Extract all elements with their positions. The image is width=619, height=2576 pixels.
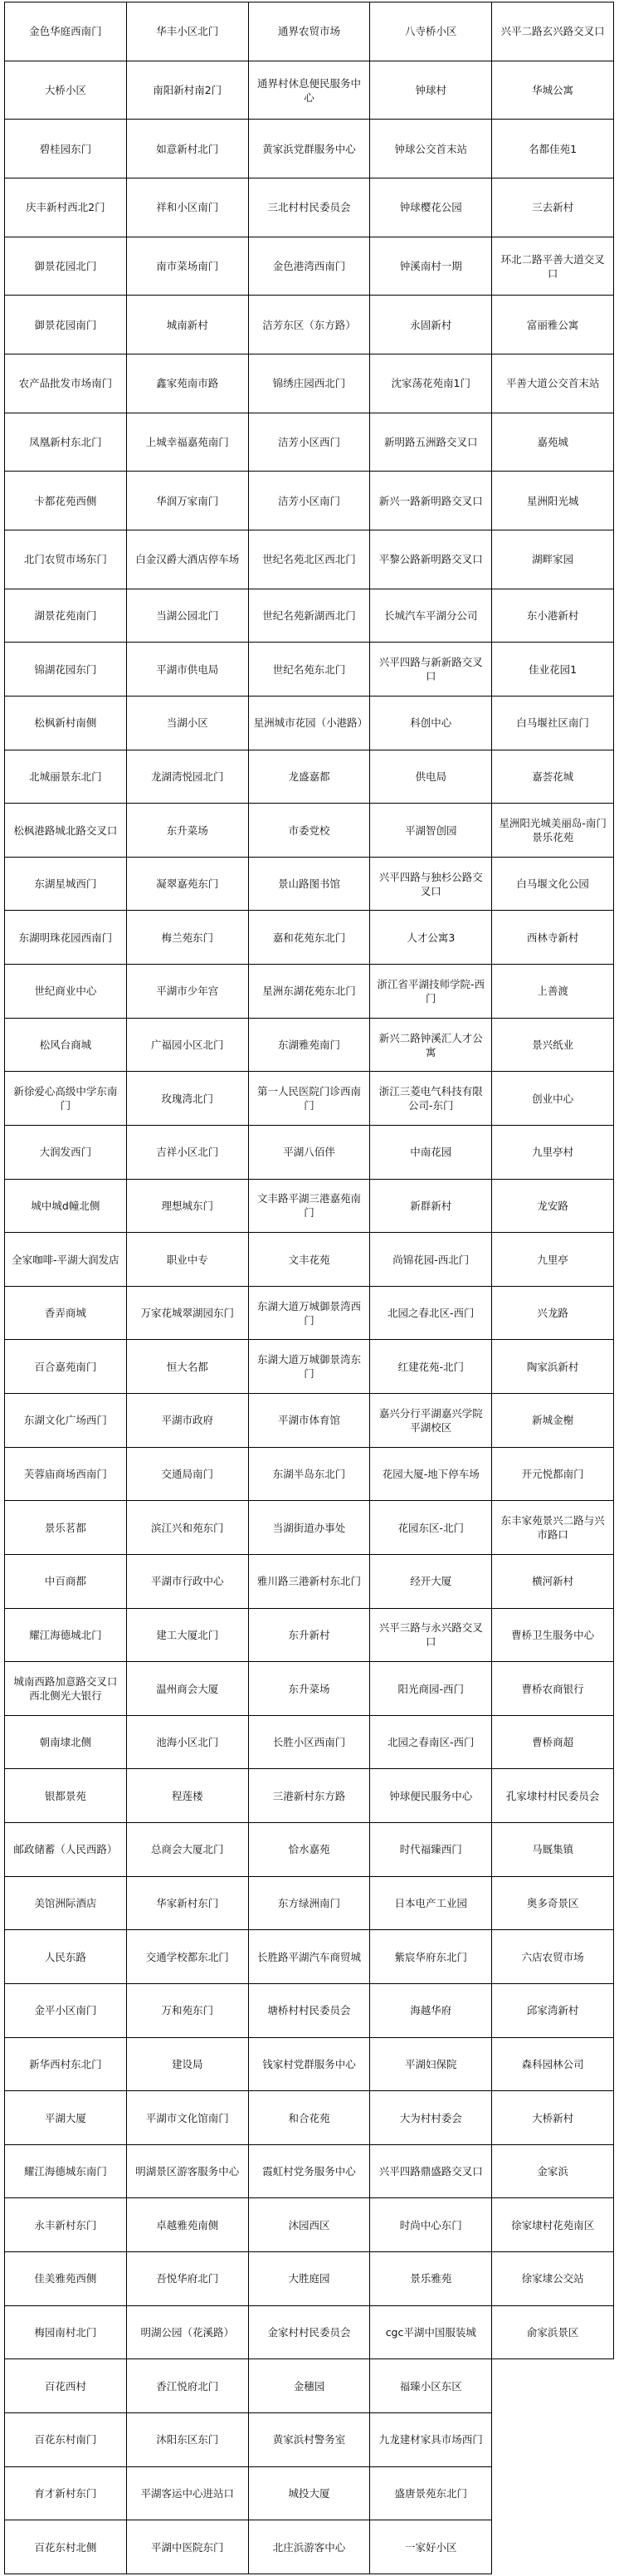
table-cell: 交通局南门 xyxy=(126,1447,248,1501)
table-cell: 佳美雅苑西侧 xyxy=(5,2252,127,2306)
table-cell: 职业中专 xyxy=(126,1233,248,1287)
table-cell: 金家村村民委员会 xyxy=(248,2305,370,2359)
table-cell: 星洲东湖花苑东北门 xyxy=(248,965,370,1019)
table-row xyxy=(5,1233,614,1287)
table-cell: 朝南埭北侧 xyxy=(5,1715,127,1769)
table-row xyxy=(5,472,614,530)
table-row xyxy=(5,2,614,61)
table-row xyxy=(5,2520,614,2574)
table-cell: 松风台商城 xyxy=(5,1018,127,1072)
table-cell: 浙江省平湖技师学院-西门 xyxy=(370,965,492,1019)
table-row xyxy=(5,1823,614,1877)
table-cell: 松枫港路城北路交叉口 xyxy=(5,804,127,858)
table-row xyxy=(5,911,614,965)
table-cell: 金穗园 xyxy=(248,2359,370,2413)
table-row xyxy=(5,696,614,750)
table-cell: 曹桥卫生服务中心 xyxy=(492,1608,614,1662)
table-cell: 城中城d幢北侧 xyxy=(5,1179,127,1233)
table-row xyxy=(5,1072,614,1126)
table-cell: 锦湖花园东门 xyxy=(5,643,127,697)
table-cell: 新徐爱心高级中学东南门 xyxy=(5,1072,127,1126)
table-cell: 卡都花苑西侧 xyxy=(5,472,127,530)
table-cell: 嘉荟花城 xyxy=(492,750,614,804)
table-cell: 东丰家苑景兴二路与兴市路口 xyxy=(492,1501,614,1555)
table-cell: 新明路五洲路交叉口 xyxy=(370,413,492,472)
table-cell: 耀江海德城东南门 xyxy=(5,2144,127,2198)
table-cell: 环北二路平善大道交叉口 xyxy=(492,237,614,296)
table-cell: 嘉和花苑东北门 xyxy=(248,911,370,965)
table-row xyxy=(5,530,614,589)
table-cell: 全家咖啡-平湖大润发店 xyxy=(5,1233,127,1287)
table-cell: 洁芳东区（东方路） xyxy=(248,296,370,354)
table-cell: 陶家浜新村 xyxy=(492,1340,614,1394)
table-cell xyxy=(492,2359,614,2413)
table-row xyxy=(5,2037,614,2091)
table-cell: 东湖大道万城御景湾西门 xyxy=(248,1286,370,1340)
table-row xyxy=(5,643,614,697)
table-row xyxy=(5,804,614,858)
table-cell: 凝翠嘉苑东门 xyxy=(126,857,248,911)
table-cell: 北庄浜游客中心 xyxy=(248,2520,370,2574)
table-cell: 碧桂园东门 xyxy=(5,120,127,178)
table-cell xyxy=(492,2520,614,2574)
table-cell: 金色华庭西南门 xyxy=(5,2,127,61)
table-row xyxy=(5,1179,614,1233)
table-cell: 中百商都 xyxy=(5,1554,127,1608)
table-cell: 兴平四路与独杉公路交叉口 xyxy=(370,857,492,911)
table-cell: 香弄商城 xyxy=(5,1286,127,1340)
table-cell: 九里亭村 xyxy=(492,1125,614,1179)
table-cell: 龙安路 xyxy=(492,1179,614,1233)
table-cell: 华丰小区北门 xyxy=(126,2,248,61)
table-cell: 龙湖湾悦园北门 xyxy=(126,750,248,804)
table-cell: 当湖公园北门 xyxy=(126,589,248,643)
table-cell: 平湖智创园 xyxy=(370,804,492,858)
table-cell: 钟球公交首末站 xyxy=(370,120,492,178)
table-cell: 塘桥村村民委员会 xyxy=(248,1983,370,2037)
table-cell: 建设局 xyxy=(126,2037,248,2091)
table-cell: 东湖明珠花园西南门 xyxy=(5,911,127,965)
table-cell: 洁芳小区西门 xyxy=(248,413,370,472)
table-cell: 红建花苑-北门 xyxy=(370,1340,492,1394)
table-row xyxy=(5,2305,614,2359)
table-row xyxy=(5,1125,614,1179)
table-cell xyxy=(492,2412,614,2466)
table-cell: 嘉苑城 xyxy=(492,413,614,472)
table-row xyxy=(5,1876,614,1930)
table-cell: 钟球樱花公园 xyxy=(370,178,492,237)
table-cell: 沐阳东区东门 xyxy=(126,2412,248,2466)
table-cell: 市委党校 xyxy=(248,804,370,858)
table-cell: 兴龙路 xyxy=(492,1286,614,1340)
table-cell: 鑫家苑南市路 xyxy=(126,354,248,413)
table-cell: 兴平二路玄兴路交叉口 xyxy=(492,2,614,61)
table-cell: 东升菜场 xyxy=(248,1662,370,1716)
table-cell: 新华西村东北门 xyxy=(5,2037,127,2091)
table-cell: 芙蓉庙商场西南门 xyxy=(5,1447,127,1501)
table-cell: 浙江三菱电气科技有限公司-东门 xyxy=(370,1072,492,1126)
table-row xyxy=(5,1340,614,1394)
table-cell: 东方绿洲南门 xyxy=(248,1876,370,1930)
table-row xyxy=(5,2412,614,2466)
table-row xyxy=(5,1983,614,2037)
table-cell: 紫宸华府东北门 xyxy=(370,1930,492,1984)
table-cell: 星洲城市花园（小港路） xyxy=(248,696,370,750)
table-cell: 百花东村北侧 xyxy=(5,2520,127,2574)
table-cell: 育才新村东门 xyxy=(5,2466,127,2520)
table-cell: 新群新村 xyxy=(370,1179,492,1233)
table-row xyxy=(5,2144,614,2198)
table-cell: 三北村村民委员会 xyxy=(248,178,370,237)
table-cell: 程莲楼 xyxy=(126,1769,248,1823)
table-row xyxy=(5,296,614,354)
table-cell: 富丽雅公寓 xyxy=(492,296,614,354)
table-row xyxy=(5,1501,614,1555)
table-cell: 徐家埭村花苑南区 xyxy=(492,2198,614,2252)
table-cell: 奥多奇景区 xyxy=(492,1876,614,1930)
table-cell: 霞虹村党务服务中心 xyxy=(248,2144,370,2198)
table-cell: 湖畔家园 xyxy=(492,530,614,589)
table-cell: 创业中心 xyxy=(492,1072,614,1126)
table-cell: 洁芳小区南门 xyxy=(248,472,370,530)
table-cell: 新兴二路钟溪汇人才公寓 xyxy=(370,1018,492,1072)
location-table xyxy=(4,2,614,2574)
table-cell: 时代福臻西门 xyxy=(370,1823,492,1877)
table-cell: 御景花园北门 xyxy=(5,237,127,296)
table-cell: 梅兰苑东门 xyxy=(126,911,248,965)
table-cell: 上城幸福嘉苑南门 xyxy=(126,413,248,472)
table-cell: 白马堰社区南门 xyxy=(492,696,614,750)
table-row xyxy=(5,857,614,911)
table-row xyxy=(5,1715,614,1769)
table-cell: 景乐茗都 xyxy=(5,1501,127,1555)
table-cell: 百合嘉苑南门 xyxy=(5,1340,127,1394)
table-cell: 理想城东门 xyxy=(126,1179,248,1233)
table-cell: 雅川路三港新村东北门 xyxy=(248,1554,370,1608)
table-cell: 时尚中心东门 xyxy=(370,2198,492,2252)
table-cell: 长城汽车平湖分公司 xyxy=(370,589,492,643)
table-cell: 平湖八佰伴 xyxy=(248,1125,370,1179)
table-cell: 兴平三路与永兴路交叉口 xyxy=(370,1608,492,1662)
table-cell: 恰水嘉苑 xyxy=(248,1823,370,1877)
table-cell: 新兴一路新明路交叉口 xyxy=(370,472,492,530)
table-cell: 平湖中医院东门 xyxy=(126,2520,248,2574)
table-cell: 黄家浜村警务室 xyxy=(248,2412,370,2466)
table-cell: 横河新村 xyxy=(492,1554,614,1608)
table-cell: 平湖妇保院 xyxy=(370,2037,492,2091)
table-cell: 马厩集镇 xyxy=(492,1823,614,1877)
table-cell: 大胜庭园 xyxy=(248,2252,370,2306)
table-cell: 平湖大厦 xyxy=(5,2091,127,2145)
table-cell: 东湖文化广场西门 xyxy=(5,1394,127,1448)
table-row xyxy=(5,1447,614,1501)
table-cell: 福臻小区东区 xyxy=(370,2359,492,2413)
table-row xyxy=(5,965,614,1019)
table-row xyxy=(5,61,614,120)
table-cell: 三港新村东方路 xyxy=(248,1769,370,1823)
table-cell: 梅园南村北门 xyxy=(5,2305,127,2359)
table-cell: 平湖市体育馆 xyxy=(248,1394,370,1448)
table-cell: 金平小区南门 xyxy=(5,1983,127,2037)
table-row xyxy=(5,1608,614,1662)
table-cell: 景山路图书馆 xyxy=(248,857,370,911)
table-cell: 滨江兴和苑东门 xyxy=(126,1501,248,1555)
table-cell: 钟球便民服务中心 xyxy=(370,1769,492,1823)
table-cell: 建工大厦北门 xyxy=(126,1608,248,1662)
table-cell: 新城金榭 xyxy=(492,1394,614,1448)
table-cell: 玫瑰湾北门 xyxy=(126,1072,248,1126)
table-cell: 嘉兴分行平湖嘉兴学院平湖校区 xyxy=(370,1394,492,1448)
table-cell: 东湖星城西门 xyxy=(5,857,127,911)
table-cell: 花园东区-北门 xyxy=(370,1501,492,1555)
table-cell: 大润发西门 xyxy=(5,1125,127,1179)
table-cell: 森科园林公司 xyxy=(492,2037,614,2091)
table-cell: 曹桥农商银行 xyxy=(492,1662,614,1716)
table-cell: 名都佳苑1 xyxy=(492,120,614,178)
table-cell: 尚锦花园-西北门 xyxy=(370,1233,492,1287)
table-cell: 人民东路 xyxy=(5,1930,127,1984)
table-cell: 凤凰新村东北门 xyxy=(5,413,127,472)
table-cell: 耀江海德城北门 xyxy=(5,1608,127,1662)
table-cell: 百花西村 xyxy=(5,2359,127,2413)
table-cell: 九龙建材家具市场西门 xyxy=(370,2412,492,2466)
table-cell: 平湖市文化馆南门 xyxy=(126,2091,248,2145)
table-cell: 南市菜场南门 xyxy=(126,237,248,296)
table-cell: 平善大道公交首末站 xyxy=(492,354,614,413)
table-cell: 白金汉爵大酒店停车场 xyxy=(126,530,248,589)
table-row xyxy=(5,1930,614,1984)
table-cell: 东湖大道万城御景湾东门 xyxy=(248,1340,370,1394)
table-row xyxy=(5,1769,614,1823)
table-cell: 世纪名苑东北门 xyxy=(248,643,370,697)
table-cell: 恒大名都 xyxy=(126,1340,248,1394)
table-cell: 科创中心 xyxy=(370,696,492,750)
table-row xyxy=(5,1286,614,1340)
table-row xyxy=(5,2091,614,2145)
table-row xyxy=(5,178,614,237)
table-cell: 九里亭 xyxy=(492,1233,614,1287)
table-cell: 当湖街道办事处 xyxy=(248,1501,370,1555)
table-cell: 金色港湾西南门 xyxy=(248,237,370,296)
table-cell: 祥和小区南门 xyxy=(126,178,248,237)
table-row xyxy=(5,1554,614,1608)
table-cell: 和合花苑 xyxy=(248,2091,370,2145)
table-cell: 交通学校都东北门 xyxy=(126,1930,248,1984)
table-cell: 平湖市政府 xyxy=(126,1394,248,1448)
table-cell: 温州商会大厦 xyxy=(126,1662,248,1716)
table-cell: 钟溪南村一期 xyxy=(370,237,492,296)
table-row xyxy=(5,2359,614,2413)
table-cell: 长胜路平湖汽车商贸城 xyxy=(248,1930,370,1984)
table-cell: 城南新村 xyxy=(126,296,248,354)
table-row xyxy=(5,237,614,296)
table-cell: 东湖半岛东北门 xyxy=(248,1447,370,1501)
table-cell: 孔家埭村村民委员会 xyxy=(492,1769,614,1823)
table-cell: 曹桥商超 xyxy=(492,1715,614,1769)
table-cell: 白马堰文化公园 xyxy=(492,857,614,911)
table-cell: 通界农贸市场 xyxy=(248,2,370,61)
table-cell: 钟球村 xyxy=(370,61,492,120)
table-row xyxy=(5,120,614,178)
table-cell: 六店农贸市场 xyxy=(492,1930,614,1984)
table-cell: 兴平四路与新新路交叉口 xyxy=(370,643,492,697)
table-cell: 邱家湾新村 xyxy=(492,1983,614,2037)
table-cell: 湖景花苑南门 xyxy=(5,589,127,643)
table-cell: 城投大厦 xyxy=(248,2466,370,2520)
table-row xyxy=(5,413,614,472)
table-cell: 中南花园 xyxy=(370,1125,492,1179)
table-cell: 一家好小区 xyxy=(370,2520,492,2574)
table-cell: 兴平四路鼎盛路交叉口 xyxy=(370,2144,492,2198)
table-cell: 徐家埭公交站 xyxy=(492,2252,614,2306)
table-cell: 金家浜 xyxy=(492,2144,614,2198)
table-cell: 总商会大厦北门 xyxy=(126,1823,248,1877)
table-cell: 邮政储蓄（人民西路） xyxy=(5,1823,127,1877)
table-cell: 阳光商园-西门 xyxy=(370,1662,492,1716)
table-cell: 文丰路平湖三港嘉苑南门 xyxy=(248,1179,370,1233)
table-cell: 东湖雅苑南门 xyxy=(248,1018,370,1072)
table-cell: 银都景苑 xyxy=(5,1769,127,1823)
table-cell: 万家花城翠湖园东门 xyxy=(126,1286,248,1340)
table-cell: 万和苑东门 xyxy=(126,1983,248,2037)
table-cell: 平湖客运中心进站口 xyxy=(126,2466,248,2520)
table-cell: 星洲阳光城美丽岛-南门景乐花苑 xyxy=(492,804,614,858)
table-cell: 人才公寓3 xyxy=(370,911,492,965)
table-cell: 东升新村 xyxy=(248,1608,370,1662)
table-cell: 平湖市少年宫 xyxy=(126,965,248,1019)
table-cell: 广福园小区北门 xyxy=(126,1018,248,1072)
table-cell: 北园之春南区-西门 xyxy=(370,1715,492,1769)
table-row xyxy=(5,354,614,413)
table-cell: 通界村休息便民服务中心 xyxy=(248,61,370,120)
table-row xyxy=(5,2198,614,2252)
table-cell: 日本电产工业园 xyxy=(370,1876,492,1930)
table-cell: 沐园西区 xyxy=(248,2198,370,2252)
table-cell: 花园大厦-地下停车场 xyxy=(370,1447,492,1501)
table-cell: 世纪名苑北区西北门 xyxy=(248,530,370,589)
table-cell: 华城公寓 xyxy=(492,61,614,120)
table-cell: 佳业花园1 xyxy=(492,643,614,697)
table-cell: 盛唐景苑东北门 xyxy=(370,2466,492,2520)
table-cell: 大桥小区 xyxy=(5,61,127,120)
table-cell: 上善渡 xyxy=(492,965,614,1019)
table-cell: 吉祥小区北门 xyxy=(126,1125,248,1179)
table-row xyxy=(5,750,614,804)
table-cell: 南阳新村南2门 xyxy=(126,61,248,120)
table-cell: 北门农贸市场东门 xyxy=(5,530,127,589)
table-cell: 世纪商业中心 xyxy=(5,965,127,1019)
table-cell: 永固新村 xyxy=(370,296,492,354)
table-cell: 美馆洲际酒店 xyxy=(5,1876,127,1930)
table-cell: 当湖小区 xyxy=(126,696,248,750)
table-cell: 世纪名苑新湖西北门 xyxy=(248,589,370,643)
table-cell: 沈家荡花苑南1门 xyxy=(370,354,492,413)
table-cell: 黄家浜党群服务中心 xyxy=(248,120,370,178)
table-cell: 平黎公路新明路交叉口 xyxy=(370,530,492,589)
table-cell: 如意新村北门 xyxy=(126,120,248,178)
table-cell: 明湖公园（花溪路） xyxy=(126,2305,248,2359)
table-cell: 大桥新村 xyxy=(492,2091,614,2145)
table-row xyxy=(5,1662,614,1716)
table-cell: 华润万家南门 xyxy=(126,472,248,530)
table-cell: 城南西路加意路交叉口西北侧光大银行 xyxy=(5,1662,127,1716)
table-cell: 锦绣庄园西北门 xyxy=(248,354,370,413)
table-cell: 香江悦府北门 xyxy=(126,2359,248,2413)
table-cell: 吾悦华府北门 xyxy=(126,2252,248,2306)
table-cell: 大为村村委会 xyxy=(370,2091,492,2145)
table-cell: 八寺桥小区 xyxy=(370,2,492,61)
table-cell: 北城丽景东北门 xyxy=(5,750,127,804)
table-cell: 第一人民医院门诊西南门 xyxy=(248,1072,370,1126)
table-cell: 平湖市行政中心 xyxy=(126,1554,248,1608)
table-cell: 经开大厦 xyxy=(370,1554,492,1608)
table-cell: 西林寺新村 xyxy=(492,911,614,965)
table-cell: 池海小区北门 xyxy=(126,1715,248,1769)
table-cell: 文丰花苑 xyxy=(248,1233,370,1287)
table-row xyxy=(5,1018,614,1072)
table-cell: 华家新村东门 xyxy=(126,1876,248,1930)
table-cell: 御景花园南门 xyxy=(5,296,127,354)
table-cell: 卓越雅苑南侧 xyxy=(126,2198,248,2252)
table-cell: 松枫新村南侧 xyxy=(5,696,127,750)
table-cell: cgc平湖中国服装城 xyxy=(370,2305,492,2359)
table-cell: 北园之春北区-西门 xyxy=(370,1286,492,1340)
table-cell: 平湖市供电局 xyxy=(126,643,248,697)
table-cell: 东小港新村 xyxy=(492,589,614,643)
table-cell: 明湖景区游客服务中心 xyxy=(126,2144,248,2198)
table-cell xyxy=(492,2466,614,2520)
table-cell: 景兴纸业 xyxy=(492,1018,614,1072)
table-cell: 星洲阳光城 xyxy=(492,472,614,530)
table-cell: 永丰新村东门 xyxy=(5,2198,127,2252)
table-cell: 供电局 xyxy=(370,750,492,804)
table-cell: 俞家浜景区 xyxy=(492,2305,614,2359)
table-cell: 农产品批发市场南门 xyxy=(5,354,127,413)
table-cell: 庆丰新村西北2门 xyxy=(5,178,127,237)
table-row xyxy=(5,2252,614,2306)
table-cell: 长胜小区西南门 xyxy=(248,1715,370,1769)
table-row xyxy=(5,589,614,643)
table-cell: 海越华府 xyxy=(370,1983,492,2037)
table-cell: 开元悦都南门 xyxy=(492,1447,614,1501)
table-cell: 百花东村南门 xyxy=(5,2412,127,2466)
table-cell: 三去新村 xyxy=(492,178,614,237)
table-cell: 东升菜场 xyxy=(126,804,248,858)
table-row xyxy=(5,1394,614,1448)
table-row xyxy=(5,2466,614,2520)
table-cell: 景乐雅苑 xyxy=(370,2252,492,2306)
table-cell: 龙盛嘉都 xyxy=(248,750,370,804)
table-cell: 钱家村党群服务中心 xyxy=(248,2037,370,2091)
